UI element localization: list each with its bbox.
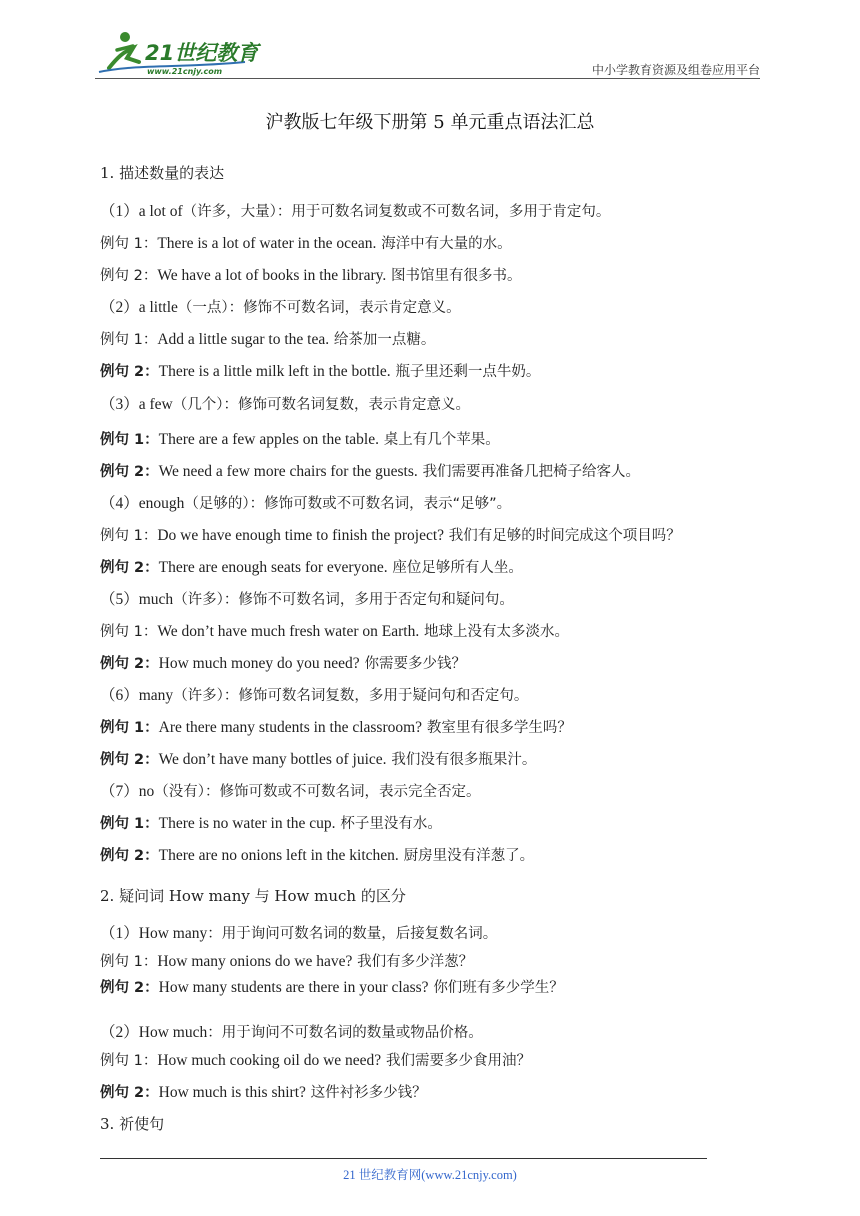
example-sentence: 例句 2：How much is this shirt? 这件衬衫多少钱？	[100, 1084, 427, 1101]
example-sentence: 例句 2：We have a lot of books in the library. 图书馆里有很多书。	[100, 267, 522, 284]
item-definition	[100, 684, 528, 707]
example-sentence: 例句 1：How many onions do we have? 我们有多少洋葱？	[100, 953, 474, 970]
example-sentence: 例句 2：There is a little milk left in the bottle. 瓶子里还剩一点牛奶。	[100, 363, 541, 380]
item-description: （许多，大量）：用于可数名词复数或不可数名词，多用于肯定句。	[182, 204, 611, 220]
example-sentence: 例句 2：We need a few more chairs for the guests. 我们需要再准备几把椅子给客人。	[100, 463, 641, 480]
section-heading-1: 1. 描述数量的表达	[100, 164, 225, 182]
section-heading-3: 3. 祈使句	[100, 1115, 165, 1133]
item-term: （1）How many	[100, 925, 208, 942]
header-divider	[95, 78, 760, 79]
example-sentence: 例句 2：There are enough seats for everyone. 座位足够所有人坐。	[100, 559, 523, 576]
logo-url: www.21cnjy.com	[147, 67, 223, 76]
item-description: （一点）：修饰不可数名词，表示肯定意义。	[177, 300, 461, 316]
example-sentence: 例句 2：We don’t have many bottles of juice. 我们没有很多瓶果汁。	[100, 751, 537, 768]
item-definition	[100, 492, 511, 515]
example-sentence: 例句 1：How much cooking oil do we need? 我们需要多少食用油？	[100, 1052, 531, 1069]
item-term: （2）a little	[100, 299, 178, 316]
example-sentence: 例句 2：How much money do you need? 你需要多少钱？	[100, 655, 466, 672]
item-description: ：用于询问不可数名词的数量或物品价格。	[207, 1025, 483, 1041]
item-definition	[100, 922, 497, 945]
item-description: （没有）：修饰可数或不可数名词，表示完全否定。	[154, 784, 481, 800]
item-term: （2）How much	[100, 1024, 208, 1041]
platform-name: 中小学教育资源及组卷应用平台	[591, 63, 760, 77]
item-definition	[100, 1021, 483, 1044]
example-sentence: 例句 1：We don’t have much fresh water on Earth. 地球上没有太多淡水。	[100, 623, 569, 640]
item-description: ：用于询问可数名词的数量，后接复数名词。	[207, 926, 498, 942]
logo-text: 21世纪教育	[145, 41, 259, 65]
example-sentence: 例句 1：Add a little sugar to the tea. 给茶加一点糖。	[100, 331, 436, 348]
section-heading-2: 2. 疑问词 How many 与 How much 的区分	[100, 887, 406, 905]
example-sentence: 例句 1：There is a lot of water in the ocean. 海洋中有大量的水。	[100, 235, 512, 252]
example-sentence: 例句 1：Do we have enough time to finish the project? 我们有足够的时间完成这个项目吗？	[100, 527, 681, 544]
item-description: （许多）：修饰可数名词复数，多用于疑问句和否定句。	[173, 688, 529, 704]
example-sentence: 例句 2：How many students are there in your class? 你们班有多少学生？	[100, 979, 564, 996]
item-term: （4）enough	[100, 495, 185, 512]
item-term: （7）no	[100, 783, 155, 800]
item-definition	[100, 588, 514, 611]
example-sentence: 例句 1：There is no water in the cup. 杯子里没有水。	[100, 815, 442, 832]
item-term: （5）much	[100, 591, 174, 608]
site-logo	[95, 28, 270, 78]
footer-link[interactable]: 21 世纪教育网(www.21cnjy.com)	[343, 1168, 517, 1182]
page-title: 沪教版七年级下册第 5 单元重点语法汇总	[265, 112, 595, 133]
example-sentence: 例句 1：There are a few apples on the table. 桌上有几个苹果。	[100, 431, 500, 448]
page-header	[95, 28, 760, 80]
example-sentence: 例句 1：Are there many students in the classroom? 教室里有很多学生吗？	[100, 719, 572, 736]
item-definition	[100, 296, 461, 319]
item-term: （6）many	[100, 687, 174, 704]
item-description: （足够的）：修饰可数或不可数名词，表示“足够”。	[184, 496, 512, 512]
item-description: （几个）：修饰可数名词复数，表示肯定意义。	[172, 397, 470, 413]
item-description: （许多）：修饰不可数名词，多用于否定句和疑问句。	[173, 592, 514, 608]
item-definition	[100, 200, 610, 223]
item-term: （1）a lot of	[100, 203, 183, 220]
item-definition	[100, 393, 470, 416]
example-sentence: 例句 2：There are no onions left in the kitchen. 厨房里没有洋葱了。	[100, 847, 535, 864]
item-definition	[100, 780, 481, 803]
footer-divider	[100, 1158, 707, 1159]
item-term: （3）a few	[100, 396, 173, 413]
